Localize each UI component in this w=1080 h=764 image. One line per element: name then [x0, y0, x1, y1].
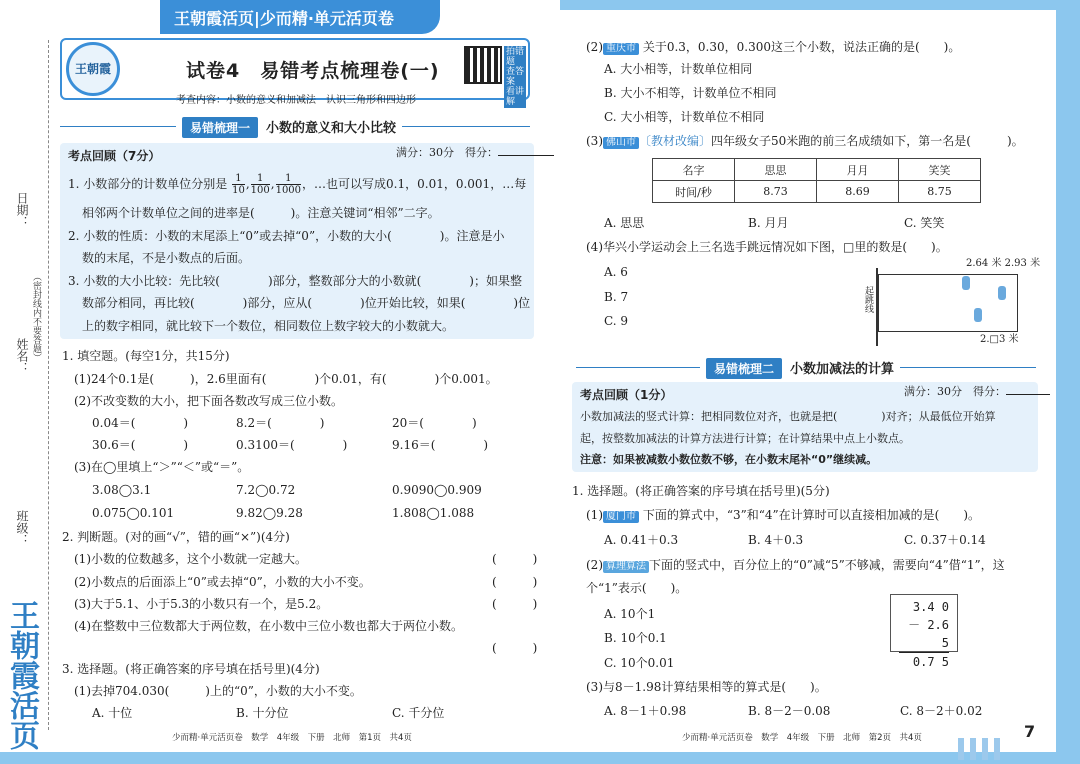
r-q4-stem: (4)华兴小学运动会上三名选手跳远情况如下图，□里的数是( )。 [586, 240, 948, 254]
section1-header [176, 117, 402, 138]
r-s1-q2-opt-c: C. 10个0.01 [604, 656, 675, 670]
q1-r3-b: 7.2◯0.72 [236, 483, 296, 497]
score-line-left [396, 146, 554, 159]
q2-answer-4[interactable]: ( ) [492, 641, 538, 655]
r-s1-q1-city: 厦门市 [603, 511, 639, 523]
right-decor-strip [1056, 0, 1080, 764]
r-s1-q1-num: (1) [586, 508, 603, 522]
q2-item2: (2)小数点的后面添上“0”或去掉“0”，小数的大小不变。 [74, 575, 371, 589]
qr-code[interactable] [464, 46, 502, 84]
seal-note: （密封线内不要答题） [31, 272, 41, 362]
fraction-hundredth-den: 100 [250, 185, 270, 196]
fig-top-label: 2.64 米 2.93 米 [966, 258, 1041, 269]
r-q3-opt-b: B. 月月 [748, 216, 789, 230]
review-item-3-end: 上的数字相同，就比较下一个数位，相同数位上数字较大的小数就大。 [82, 319, 455, 333]
review-item-3: 3. 小数的大小比较：先比较( )部分，整数部分大的小数就( )；如果整 [68, 274, 522, 288]
r-q2-opt-a: A. 大小相等，计数单位相同 [604, 62, 753, 76]
q3-opt-c: C. 千分位 [392, 706, 445, 720]
fraction-thousandth [276, 173, 301, 196]
q1-heading: 1. 填空题。(每空1分，共15分) [62, 349, 230, 363]
class-label: 班级： [15, 510, 29, 546]
table-cell: 8.69 [817, 181, 899, 203]
brand-banner: 王朝霞活页|少而精·单元活页卷 [160, 0, 440, 34]
r-q3-opt-a: A. 思思 [604, 216, 645, 230]
fig-side-label: 起跳线 [863, 286, 873, 313]
r-q2-line: (2) 重庆市 关于0.3，0.30，0.300这三个小数，说法正确的是( )。 [586, 40, 961, 54]
r-s1-q1-opt-a: A. 0.41＋0.3 [604, 533, 679, 547]
footprint-icon [962, 276, 970, 290]
fraction-tenth [232, 173, 245, 196]
q3-sub1: (1)去掉704.030( )上的“0”，小数的大小不变。 [74, 684, 362, 698]
q2-item3: (3)大于5.1、小于5.3的小数只有一个，是5.2。 [74, 597, 329, 611]
exam-scope: 考查内容：小数的意义和加减法 认识三角形和四边形 [176, 95, 416, 106]
section2-header [700, 358, 900, 379]
q1-sub2: (2)不改变数的大小，把下面各数改写成三位小数。 [74, 394, 343, 408]
review-right-l2: 起，按整数加减法的计算方法进行计算；在计算结果中点上小数点。 [580, 432, 910, 445]
review-item-2-cont: 数的末尾，不是小数点的后面。 [82, 251, 251, 265]
q1-r2-b: 0.3100＝( ) [236, 438, 348, 452]
q1-r1-b: 8.2＝( ) [236, 416, 325, 430]
q1-r4-b: 9.82◯9.28 [236, 506, 303, 520]
review-label-left: 考点回顾（7分） [68, 149, 161, 163]
q1-r2-c: 9.16＝( ) [392, 438, 489, 452]
q1-sub3: (3)在◯里填上“＞”“＜”或“＝”。 [74, 460, 250, 474]
r-s1-q3-opt-c: C. 8－2＋0.02 [900, 704, 983, 718]
score-text-right: 满分：30分 得分： [904, 385, 1006, 398]
r-q2-city: 重庆市 [603, 43, 639, 55]
q3-opt-a: A. 十位 [92, 706, 133, 720]
date-label: 日期： [15, 192, 29, 228]
binding-line [48, 40, 49, 730]
q1-r4-a: 0.075◯0.101 [92, 506, 175, 520]
score-text-left: 满分：30分 得分： [396, 146, 498, 159]
r-s1-q1-opt-b: B. 4＋0.3 [748, 533, 804, 547]
table-cell: 名字 [653, 159, 735, 181]
q2-item4: (4)在整数中三位数都大于两位数，在小数中三位小数也都大于两位小数。 [74, 619, 464, 633]
q2-heading: 2. 判断题。(对的画“√”，错的画“×”)(4分) [62, 530, 290, 544]
q2-answer-1[interactable]: ( ) [492, 552, 538, 566]
r-q3-tag: 〔教材改编〕 [639, 134, 712, 148]
r-s1-q2-stem2: 个“1”表示( )。 [586, 581, 688, 595]
table-cell: 时间/秒 [653, 181, 735, 203]
table-cell: 8.75 [899, 181, 981, 203]
r-s1-q3-opt-b: B. 8－2－0.08 [748, 704, 831, 718]
q3-opt-b: B. 十分位 [236, 706, 289, 720]
table-row [653, 159, 981, 181]
r-q2-opt-c: C. 大小相等，计数单位不相同 [604, 110, 765, 124]
r-s1-q2-line [586, 558, 1005, 573]
fraction-hundredth [251, 173, 270, 196]
r-s1-q2-num: (2) [586, 558, 603, 572]
r-s1-q2-tag: 算理算法 [603, 561, 649, 573]
q1-r1-a: 0.04＝( ) [92, 416, 189, 430]
r-s1-q2-opt-a: A. 10个1 [604, 607, 656, 621]
q1-sub1: (1)24个0.1是( )，2.6里面有( )个0.01，有( )个0.001。 [74, 372, 498, 386]
page-number: 7 [1024, 722, 1036, 741]
long-jump-figure [856, 258, 1041, 348]
r-s1-q1-line [586, 508, 980, 523]
table-cell: 月月 [817, 159, 899, 181]
review-item-1-cont: 相邻两个计数单位之间的进率是( )。注意关键词“相邻”二字。 [82, 206, 440, 220]
footprint-icon [974, 308, 982, 322]
jump-pit [878, 274, 1018, 332]
brand-logo: 王朝霞 [66, 42, 120, 96]
table-cell: 笑笑 [899, 159, 981, 181]
fraction-tenth-num: 1 [235, 173, 242, 184]
footer-left: 少而精·单元活页卷 数学 4年级 下册 北师 第1页 共4页 [172, 733, 412, 743]
review-item-3-cont: 数部分相同，再比较( )部分，应从( )位开始比较，如果( )位 [82, 296, 531, 310]
vertical-subtraction [890, 594, 958, 669]
section2-tag: 易错梳理二 [706, 358, 782, 379]
page-title: 试卷4 易错考点梳理卷(一) [186, 60, 440, 82]
run-results-table [652, 158, 981, 203]
r-s1-heading: 1. 选择题。(将正确答案的序号填在括号里)(5分) [572, 484, 830, 498]
r-q2-stem: 关于0.3，0.30，0.300这三个小数，说法正确的是( )。 [642, 40, 961, 54]
r-q3-stem: 四年级女子50米跑的前三名成绩如下，第一名是( )。 [711, 134, 1024, 148]
q1-r1-c: 20＝( ) [392, 416, 477, 430]
review-1-tail: ，…也可以写成0.1，0.01，0.001，…每 [302, 177, 527, 191]
fig-bottom-label: 2.□3 米 [980, 334, 1019, 345]
top-decor-band [560, 0, 1080, 10]
q2-item1: (1)小数的位数越多，这个小数就一定越大。 [74, 552, 307, 566]
r-s1-q1-stem: 下面的算式中，“3”和“4”在计算时可以直接相加减的是( )。 [642, 508, 981, 522]
review-item-1: 1. 小数部分的计数单位分别是 $\frac{1}{10}$ , $\frac{1}{100}$ , $\frac{1}{1000}$ ，…也可以写成0.1，0.01，0.001，…每 [68, 173, 527, 196]
calc-line-1: 3.4 0 [912, 600, 949, 614]
review-label-right: 考点回顾（1分） [580, 388, 673, 402]
q1-r3-c: 0.9090◯0.909 [392, 483, 482, 497]
q1-r4-c: 1.808◯1.088 [392, 506, 475, 520]
review-1-lead: 1. 小数部分的计数单位分别是 [68, 177, 228, 191]
page-decor-bars [958, 738, 1006, 764]
r-s1-q3-stem: (3)与8－1.98计算结果相等的算式是( )。 [586, 680, 827, 694]
name-label: 姓名： [15, 338, 29, 374]
review-item-2: 2. 小数的性质：小数的末尾添上“0”或去掉“0”，小数的大小( )。注意是小 [68, 229, 505, 243]
q2-answer-3[interactable]: ( ) [492, 597, 538, 611]
r-q3-city: 佛山市 [603, 137, 639, 149]
review-right-l1: 小数加减法的竖式计算：把相同数位对齐，也就是把( )对齐；从最低位开始算 [580, 410, 996, 423]
r-q3-opt-c: C. 笑笑 [904, 216, 945, 230]
review-right-note: 注意：如果被减数小数位数不够，在小数末尾补“0”继续减。 [580, 453, 878, 466]
q1-r2-a: 30.6＝( ) [92, 438, 189, 452]
r-s1-q2-opt-b: B. 10个0.1 [604, 631, 667, 645]
footer-right: 少而精·单元活页卷 数学 4年级 下册 北师 第2页 共4页 [682, 733, 922, 743]
r-q3-num: (3) [586, 134, 603, 148]
q3-heading: 3. 选择题。(将正确答案的序号填在括号里)(4分) [62, 662, 320, 676]
r-q3-line [586, 134, 1024, 149]
r-q4-opt-a: A. 6 [604, 265, 628, 279]
fraction-tenth-den: 10 [232, 185, 245, 196]
table-row [653, 181, 981, 203]
bottom-decor-band [0, 752, 1080, 764]
q2-answer-2[interactable]: ( ) [492, 575, 538, 589]
brand-vertical-logo: 王朝霞活页 [4, 600, 39, 750]
table-cell: 8.73 [735, 181, 817, 203]
r-q4-opt-b: B. 7 [604, 290, 629, 304]
section1-title: 小数的意义和大小比较 [266, 121, 397, 136]
footprint-icon [998, 286, 1006, 300]
r-q4-opt-c: C. 9 [604, 314, 629, 328]
fraction-thousandth-num: 1 [285, 173, 292, 184]
calc-line-3: 0.7 5 [912, 655, 949, 669]
fraction-hundredth-num: 1 [257, 173, 264, 184]
fraction-thousandth-den: 1000 [275, 185, 302, 196]
score-line-right [904, 385, 1050, 398]
q1-r3-a: 3.08◯3.1 [92, 483, 152, 497]
section1-tag: 易错梳理一 [182, 117, 258, 138]
calc-line-2: － 2.6 5 [899, 616, 949, 653]
r-q2-opt-b: B. 大小不相等，计数单位不相同 [604, 86, 777, 100]
r-s1-q1-opt-c: C. 0.37＋0.14 [904, 533, 986, 547]
r-s1-q2-stem: 下面的竖式中，百分位上的“0”减“5”不够减，需要向“4”借“1”，这 [649, 558, 1005, 572]
section2-title: 小数加减法的计算 [790, 362, 895, 377]
r-s1-q3-opt-a: A. 8－1＋0.98 [604, 704, 687, 718]
table-cell: 思思 [735, 159, 817, 181]
qr-caption: 拍错题 查答案 看讲解 [506, 47, 525, 107]
